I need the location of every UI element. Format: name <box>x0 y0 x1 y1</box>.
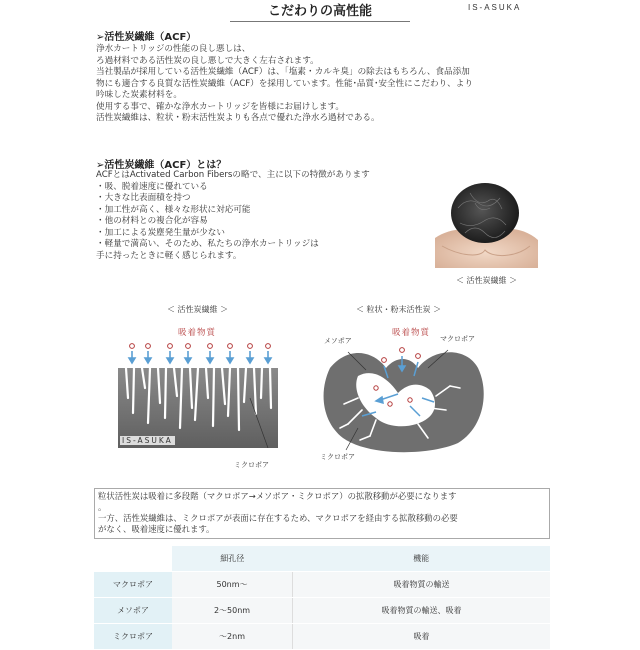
gac-pore-diagram <box>318 338 488 458</box>
table-cell: ～2nm <box>172 624 293 650</box>
list-item: ・軽量で満高い、そのため、私たちの浄水カートリッジは <box>96 239 319 249</box>
page-title: こだわりの高性能 <box>230 0 410 22</box>
list-item: ・加工性が高く、様々な形状に対応可能 <box>96 204 251 215</box>
comparison-note <box>94 488 550 539</box>
acf-photo <box>430 168 540 268</box>
section-body-acf <box>96 44 556 125</box>
feature-list <box>96 170 370 262</box>
table-cell: 吸着物質の輸送、吸着 <box>293 598 550 624</box>
list-item: ACFとはActivated Carbon Fibersの略で、主に以下の特徴があります <box>96 170 370 180</box>
text-line: がなく、吸着速度に優れます。 <box>98 524 215 534</box>
mesopore-label: メソポア <box>324 337 352 345</box>
list-item: 手に持ったときに軽く感じられます。 <box>96 250 242 261</box>
text-line: 吟味した炭素材料を。 <box>96 90 182 100</box>
table-cell: 50nm～ <box>172 572 293 598</box>
section-heading-what-is-acf: ➢活性炭繊維（ACF）とは？ <box>96 160 227 171</box>
diagram-brand: IS-ASUKA <box>122 436 173 445</box>
table-row <box>94 598 550 624</box>
table-cell: 吸着物質の輸送 <box>293 572 550 598</box>
list-item: ・大きな比表面積を持つ <box>96 193 191 203</box>
table-header-cell <box>94 546 172 572</box>
list-item: ・加工による炭塵発生量が少ない <box>96 227 225 238</box>
adsorbate-label-left: 吸着物質 <box>178 328 217 338</box>
pore-spec-table <box>94 546 550 650</box>
brand-logo: IS-ASUKA <box>468 3 522 12</box>
text-line: 当社製品が採用している活性炭繊維（ACF）は、「塩素・カルキ臭」の除去はもちろん、食品添加 <box>96 67 470 77</box>
adsorbate-label-right: 吸着物質 <box>392 328 431 338</box>
diagram-left-title: ＜ 活性炭繊維 ＞ <box>167 305 229 314</box>
text-line: 浄水カートリッジの性能の良し悪しは、 <box>96 44 251 54</box>
table-cell: 吸着 <box>293 624 550 650</box>
table-cell: ミクロポア <box>94 624 172 650</box>
table-row <box>94 572 550 598</box>
text-line: 使用する事で、確かな浄水カートリッジを皆様にお届けします。 <box>96 101 345 112</box>
table-header-row <box>94 546 550 572</box>
section-heading-acf: ➢活性炭繊維（ACF） <box>96 32 197 43</box>
micropore-label-right: ミクロポア <box>320 453 355 461</box>
list-item: ・吸、脱着速度に優れている <box>96 181 208 192</box>
text-line: 粒状活性炭は吸着に多段階（マクロポア→メソポア・ミクロポア）の拡散移動が必要になります <box>98 491 457 501</box>
text-line: 物にも適合する良質な活性炭繊維（ACF）を採用しています。性能･品質･安全性にこだわり、より <box>96 78 473 89</box>
acf-pore-diagram <box>118 338 278 448</box>
table-cell: マクロポア <box>94 572 172 598</box>
photo-caption: ＜ 活性炭繊維 ＞ <box>456 276 518 285</box>
table-cell: 2～50nm <box>172 598 293 624</box>
text-line: ろ過材料である活性炭の良し悪しで大きく左右されます。 <box>96 55 319 66</box>
diagram-right-title: ＜ 粒状・粉末活性炭 ＞ <box>356 305 442 314</box>
text-line: 活性炭繊維は、粒状・粉末活性炭よりも各点で優れた浄水ろ過材である。 <box>96 113 380 123</box>
text-line: 一方、活性炭繊維は、ミクロポアが表面に存在するため、マクロポアを経由する拡散移動の必要 <box>98 513 458 523</box>
macropore-label: マクロポア <box>440 335 475 343</box>
table-header-cell: 細孔径 <box>172 546 293 572</box>
micropore-label-left: ミクロポア <box>234 461 269 469</box>
table-header-cell: 機能 <box>293 546 550 572</box>
list-item: ・他の材料との複合化が容易 <box>96 216 208 226</box>
table-row <box>94 624 550 650</box>
text-line: 。 <box>98 502 107 512</box>
table-cell: メソポア <box>94 598 172 624</box>
